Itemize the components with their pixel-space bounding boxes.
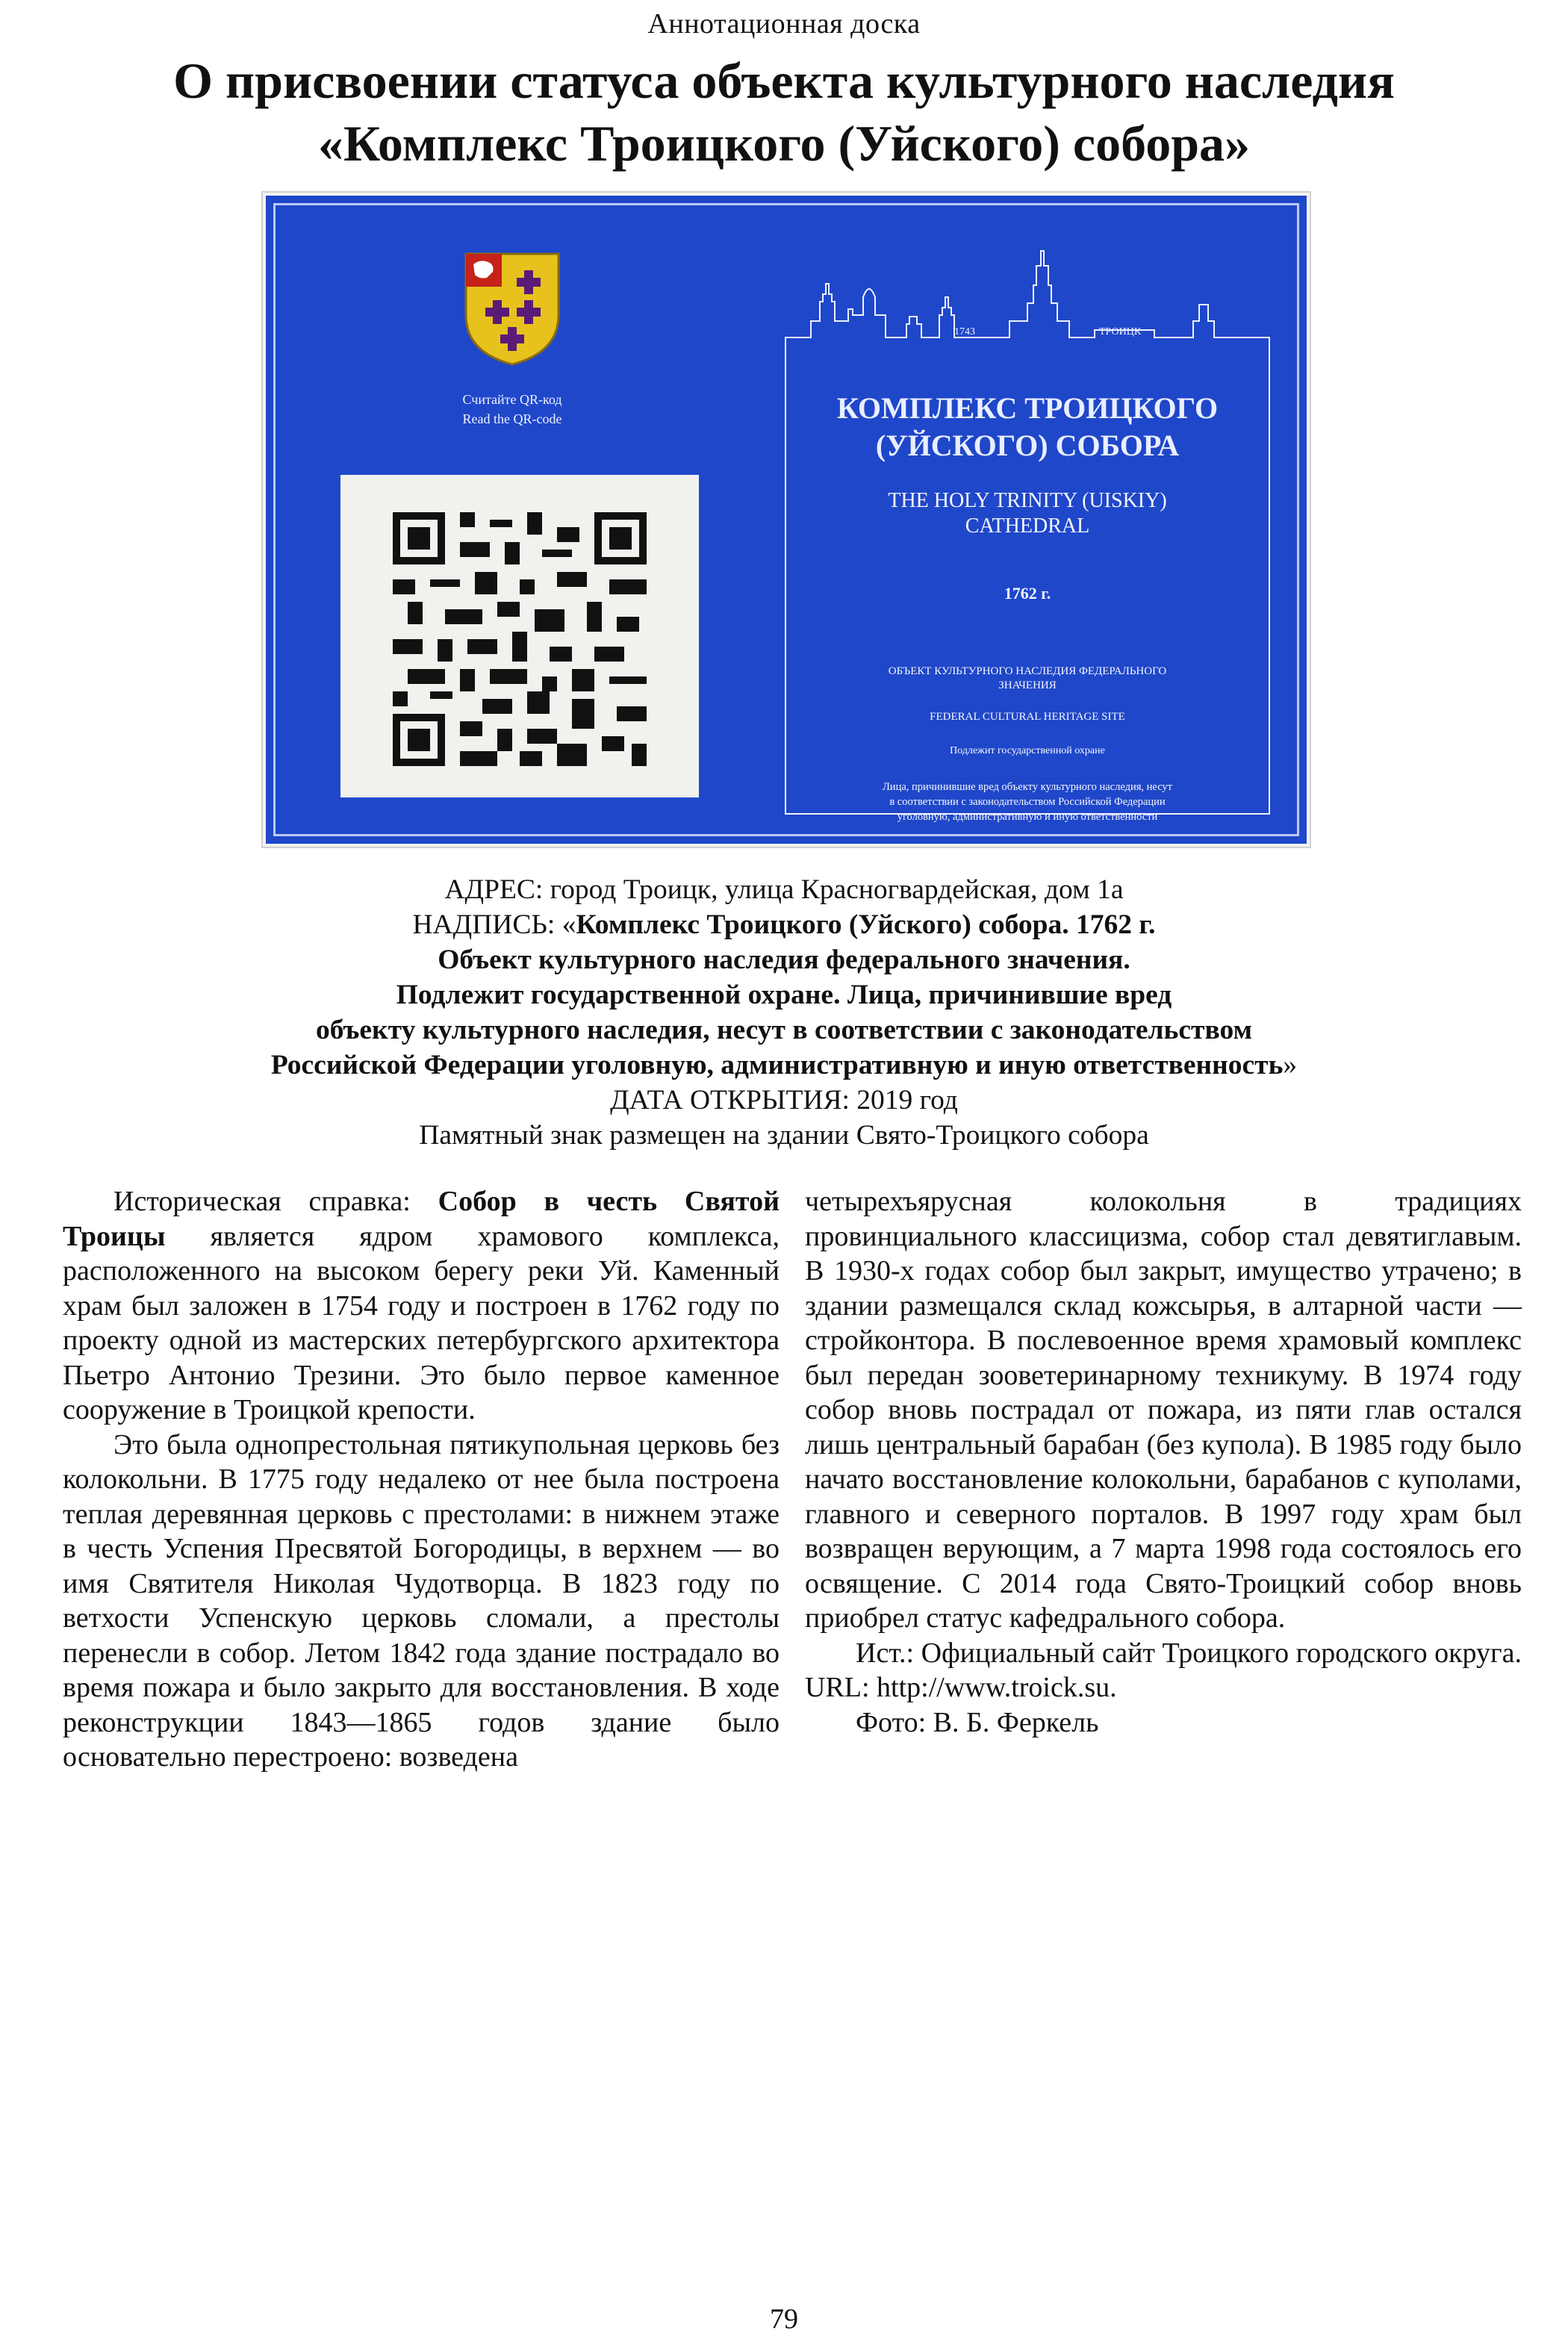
qr-caption-ru: Считайте QR-код bbox=[462, 392, 562, 407]
article-paragraph-2: Это была однопрестольная пятикупольная церковь без колокольни. В 1775 году недалеко от нее была построена теплая деревянная церковь с престолами: в нижнем этаже в честь Успения Пресвятой Богородицы, в верхнем — во имя Святителя Николая Чудотворца. В 1823 году по ветхости Успенскую церковь сломали, а престолы перенесли в собор. Летом 1842 года здание пострадало во время пожара и было закрыто для восстановления. В ходе реконструкции 1843—1865 годов здание было основательно перестроено: возведена bbox=[63, 1428, 780, 1773]
qr-caption bbox=[415, 390, 609, 429]
sign-liability-line-2: в соответствии с законодательством Российской Федерации bbox=[889, 796, 1166, 808]
title-line-2: «Комплекс Троицкого (Уйского) собора» bbox=[317, 115, 1251, 172]
article-source: Ист.: Официальный сайт Троицкого городского округа. URL: http://www.troick.su. bbox=[805, 1637, 1522, 1703]
sign-status-en: FEDERAL CULTURAL HERITAGE SITE bbox=[930, 711, 1125, 723]
page-number: 79 bbox=[770, 2303, 798, 2335]
article-column-right bbox=[805, 1184, 1522, 1740]
caption-inscription-bold-3: Подлежит государственной охране. Лица, причинившие вред bbox=[396, 980, 1172, 1010]
sign-english-name bbox=[781, 488, 1274, 539]
caption-inscription-close: » bbox=[1283, 1050, 1298, 1080]
caption-opening-date: ДАТА ОТКРЫТИЯ: 2019 год bbox=[610, 1085, 958, 1116]
article-paragraph-3: четырехъярусная колокольня в традициях провинциального классицизма, собор стал девятиглавым. В 1930-х годах собор был закрыт, имущество утрачено; в здании размещался склад кожсырья, в алтарной части — стройконтора. В послевоенное время храмовый комплекс был передан зооветеринарному техникуму. В 1974 году собор вновь пострадал от пожара, из пяти глав остался лишь центральный барабан (без купола). В 1985 году было начато восстановление колокольни, барабанов с куполами, главного и северного порталов. В 1997 году храм был возвращен верующим, а 7 марта 1998 года состоялось его освящение. С 2014 года Свято-Троицкий собор вновь приобрел статус кафедрального собора. bbox=[805, 1186, 1522, 1634]
caption-inscription-bold-2: Объект культурного наследия федерального значения. bbox=[438, 945, 1130, 975]
caption-inscription-bold-4: объекту культурного наследия, несут в соответствии с законодательством bbox=[315, 1015, 1253, 1045]
article-p1-bold: Собор в честь Святой Троицы bbox=[63, 1186, 780, 1252]
article-p1-lead: Историческая справка: bbox=[113, 1186, 438, 1217]
coat-of-arms-icon bbox=[460, 248, 564, 367]
article-paragraph-1 bbox=[63, 1184, 780, 1428]
plaque bbox=[266, 196, 1307, 844]
caption-inscription-bold-1: Комплекс Троицкого (Уйского) собора. 1762 г. bbox=[576, 909, 1156, 940]
sign-year: 1762 г. bbox=[1004, 584, 1051, 603]
sign-en-line-1: THE HOLY TRINITY (UISKIY) bbox=[888, 489, 1167, 512]
skyline-text-right: ТРОИЦК bbox=[1099, 326, 1142, 337]
caption-inscription-bold-5: Российской Федерации уголовную, административную и иную ответственность bbox=[270, 1050, 1284, 1080]
caption-address: АДРЕС: город Троицк, улица Красногвардейская, дом 1а bbox=[444, 874, 1124, 905]
sign-title bbox=[781, 390, 1274, 464]
skyline-text-left: 1743 bbox=[954, 326, 975, 337]
sign-liability bbox=[781, 780, 1274, 824]
sign-title-line-2: (УЙСКОГО) СОБОРА bbox=[875, 429, 1180, 462]
sign-title-line-1: КОМПЛЕКС ТРОИЦКОГО bbox=[836, 391, 1219, 425]
sign-status-ru-line-2: ЗНАЧЕНИЯ bbox=[998, 679, 1057, 691]
caption-placement: Памятный знак размещен на здании Свято-Троицкого собора bbox=[419, 1120, 1149, 1151]
sign-status-ru bbox=[781, 665, 1274, 693]
page-kicker: Аннотационная доска bbox=[647, 8, 921, 40]
sign-protection: Подлежит государственной охране bbox=[950, 745, 1105, 756]
qr-panel bbox=[340, 475, 699, 797]
qr-code-icon[interactable] bbox=[393, 512, 647, 766]
sign-status-ru-line-1: ОБЪЕКТ КУЛЬТУРНОГО НАСЛЕДИЯ ФЕДЕРАЛЬНОГО bbox=[888, 665, 1167, 677]
sign-en-line-2: CATHEDRAL bbox=[965, 514, 1090, 538]
plaque-caption bbox=[112, 872, 1456, 1153]
caption-inscription-line-6 bbox=[112, 1048, 1456, 1083]
plaque-photo bbox=[261, 191, 1311, 848]
article-photo-credit: Фото: В. Б. Феркель bbox=[856, 1706, 1099, 1738]
sign-panel bbox=[781, 225, 1274, 823]
qr-caption-en: Read the QR-code bbox=[462, 411, 562, 426]
caption-inscription-line-1 bbox=[112, 907, 1456, 942]
page-title bbox=[0, 49, 1568, 175]
sign-liability-line-1: Лица, причинившие вред объекту культурного наследия, несут bbox=[882, 781, 1173, 793]
article-p1-rest: является ядром храмового комплекса, расположенного на высоком берегу реки Уй. Каменный храм был заложен в 1754 году и построен в 1762 году по проекту одной из мастерских петербургского архитектора Пьетро Антонио Трезини. Это было первое каменное сооружение в Троицкой крепости. bbox=[63, 1220, 780, 1425]
caption-inscription-label: НАДПИСЬ: « bbox=[412, 909, 576, 940]
article-column-left bbox=[63, 1184, 780, 1775]
sign-liability-line-3: уголовную, административную и иную ответственности bbox=[897, 811, 1158, 823]
title-line-1: О присвоении статуса объекта культурного наследия bbox=[173, 52, 1395, 109]
